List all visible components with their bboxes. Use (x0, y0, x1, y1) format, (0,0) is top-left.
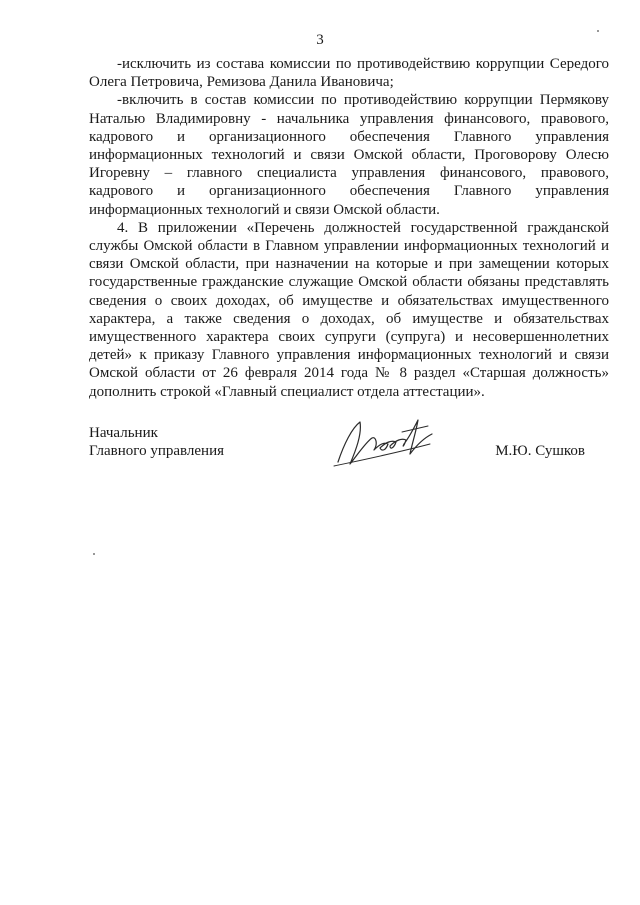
signatory-position (89, 424, 224, 460)
page-number: 3 (316, 32, 324, 48)
paragraph-exclude: -исключить из состава комиссии по противодействию коррупции Середого Олега Петровича, Ремизова Данила Ивановича; (89, 56, 609, 91)
paragraph-item-4: 4. В приложении «Перечень должностей государственной гражданской службы Омской области в Главном управлении информационных технологий и связи Омской области, при назначении на которые и при замещении которых государственные гражданские служащие Омской области обязаны представлять сведения о своих доходах, об имуществе и обязательствах имущественного характера, а также сведения о доходах, об имуществе и обязательствах имущественного характера своих супруги (супруга) и несовершеннолетних детей» к приказу Главного управления информационных технологий и связи Омской области от 26 февраля 2014 года № 8 раздел «Старшая должность» дополнить строкой «Главный специалист отдела аттестации». (89, 219, 609, 400)
signatory-position-line2: Главного управления (89, 443, 224, 460)
signatory-name: М.Ю. Сушков (495, 443, 585, 459)
paragraph-include: -включить в состав комиссии по противодействию коррупции Пермякову Наталью Владимировну - начальника управления финансового, правового, кадрового и организационного обеспечения Главного управления информационных технологий и связи Омской области, Проговорову Олесю Игоревну – главного специалиста управления финансового, правового, кадрового и организационного обеспечения Главного управления информационных технологий и связи Омской области. (89, 92, 609, 218)
scan-speck (93, 553, 95, 555)
scan-speck (597, 30, 599, 32)
document-body (89, 55, 609, 401)
signature-block (89, 424, 609, 474)
signatory-position-line1: Начальник (89, 425, 158, 441)
handwritten-signature (332, 414, 437, 472)
